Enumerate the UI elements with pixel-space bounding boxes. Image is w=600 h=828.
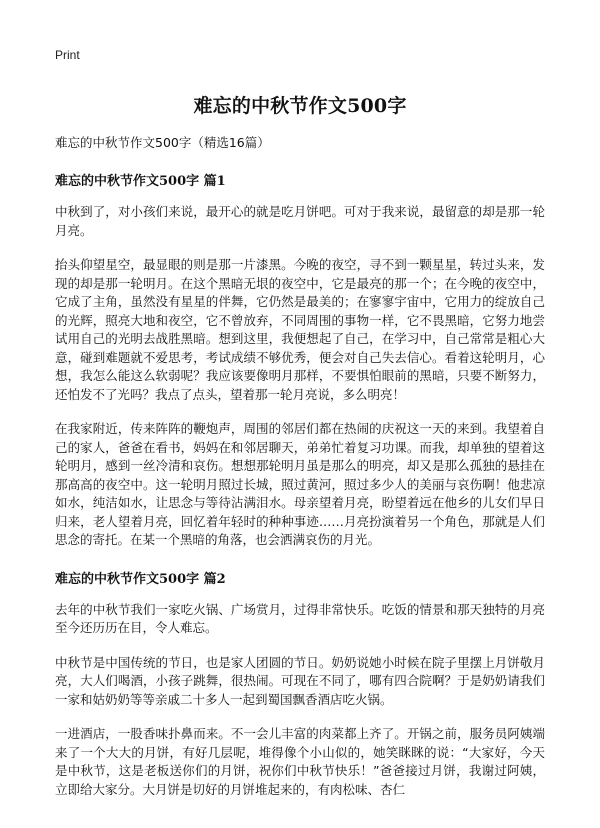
paragraph: 中秋节是中国传统的节日，也是家人团圆的节日。奶奶说她小时候在院子里摆上月饼敬月亮，大人们喝酒，小孩子跳舞，很热闹。可现在不同了，哪有四合院啊？于是奶奶请我们一家和姑奶奶等等亲戚二十多人一起到蜀国飘香酒店吃火锅。 (55, 654, 545, 707)
document-subtitle: 难忘的中秋节作文500字（精选16篇） (55, 135, 270, 150)
document-title: 难忘的中秋节作文500字 (193, 95, 407, 117)
section-heading: 难忘的中秋节作文500字 篇1 (55, 174, 226, 189)
paragraph: 抬头仰望星空，最显眼的则是那一片漆黑。今晚的夜空，寻不到一颗星星，转过头来，发现的却是那一轮明月。在这个黑暗无垠的夜空中，它是最亮的那一个；在今晚的夜空中，它成了主角，虽然没有星星的伴舞，它仍然是最美的；在寥寥宇宙中，它用力的绽放自己的光辉，照亮大地和夜空，它不曾放弃，不同周围的事物一样，它不畏黑暗，它努力地尝试用自己的光明去战胜黑暗。想到这里，我便想起了自己，在学习中，自己常常是粗心大意，碰到难题就不爱思考，考试成绩不够优秀，便会对自己失去信心。看着这轮明月，心想，我怎么能这么软弱呢？我应该要像明月那样，不要惧怕眼前的黑暗，只要不断努力，还怕发不了光吗？我点了点头，望着那一轮月亮说，多么明亮！ (55, 257, 545, 402)
section-heading: 难忘的中秋节作文500字 篇2 (55, 571, 226, 587)
essay-section-1 (55, 170, 545, 550)
essay-section-2 (55, 568, 545, 800)
print-link[interactable]: Print (55, 48, 80, 62)
paragraph: 在我家附近，传来阵阵的鞭炮声，周围的邻居们都在热闹的庆祝这一天的来到。我望着自己的家人，爸爸在看书，妈妈在和邻居聊天，弟弟忙着复习功课。而我，却单独的望着这轮明月，感到一丝冷清和哀伤。想想那轮明月虽是那么的明亮，却又是那么孤独的悬挂在那高高的夜空中。这一轮明月照过长城，照过黄河，照过多少人的美丽与哀伤啊！他悲凉如水，纯洁如水，让思念与等待沾满泪水。母亲望着月亮，盼望着远在他乡的儿女们早日归来，老人望着月亮，回忆着年轻时的种种事迹……月亮扮演着另一个角色，那就是人们思念的寄托。在某一个黑暗的角落，也会洒满哀伤的月光。 (55, 421, 545, 547)
paragraph: 去年的中秋节我们一家吃火锅、广场赏月，过得非常快乐。吃饭的情景和那天独特的月亮至今还历历在目，令人难忘。 (55, 601, 545, 635)
paragraph: 中秋到了，对小孩们来说，最开心的就是吃月饼吧。可对于我来说，最留意的却是那一轮月亮。 (55, 204, 545, 238)
paragraph: 一进酒店，一股香味扑鼻而来。不一会儿丰富的肉菜都上齐了。开锅之前，服务员阿姨端来了一个大大的月饼，有好几层呢，堆得像个小山似的，她笑眯眯的说：“大家好，今天是中秋节，这是老板送你们的月饼，祝你们中秋节快乐！”爸爸接过月饼，我谢过阿姨，立即给大家分。大月饼是切好的月饼堆起来的，有肉松味、杏仁 (55, 726, 545, 797)
